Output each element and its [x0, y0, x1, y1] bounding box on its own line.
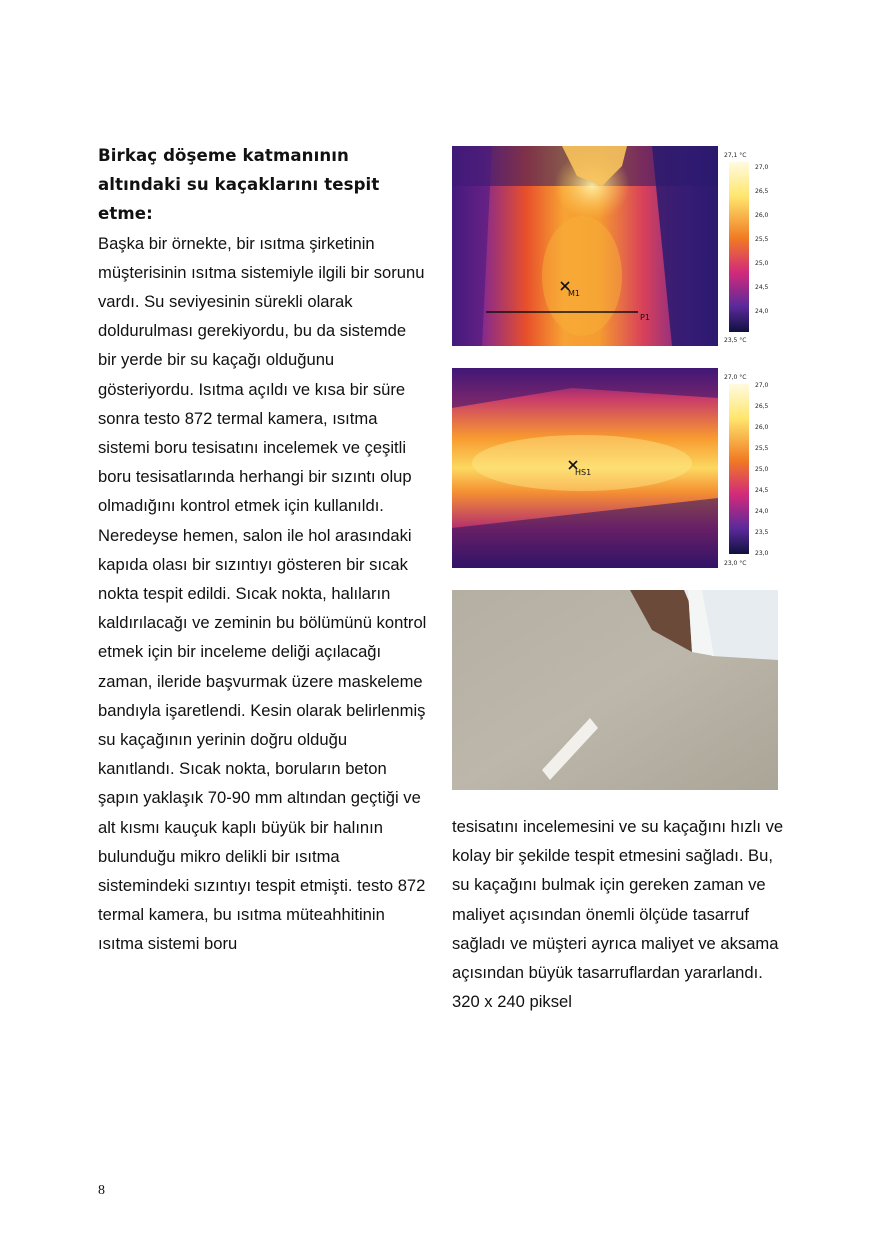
- color-scale-bar-2: [729, 384, 749, 554]
- page-number: 8: [98, 1183, 105, 1198]
- scale-min-2: 23,0 °C: [724, 560, 747, 567]
- scale-ticks-2: [755, 382, 769, 557]
- thermal-image-1: [452, 146, 778, 348]
- article-body-left: Başka bir örnekte, bir ısıtma şirketinin müşterisinin ısıtma sistemiyle ilgili bir sorunu vardı. Su seviyesinin sürekli olarak doldurulması gerekiyordu, bu da sistemde bir yerde bir su kaçağı olduğunu gösteriyordu. Isıtma açıldı ve kısa bir süre sonra testo 872 termal kamera, ısıtma sistemi boru tesisatını incelemek ve çeşitli boru tesisatlarında herhangi bir sızıntı olup olmadığını kontrol etmek için kullanıldı. Neredeyse hemen, salon ile hol arasındaki kapıda olası bir sızıntıyı gösteren bir sıcak nokta tespit edildi. Sıcak nokta, halıların kaldırılacağı ve zeminin bu bölümünü kontrol etmek için bir inceleme deliği açılacağı zaman, ileride başvurmak üzere maskeleme bandıyla işaretlendi. Kesin olarak belirlenmiş su kaçağının yerinin doğru olduğu kanıtlandı. Sıcak nokta, boruların beton şapın yaklaşık 70-90 mm altından geçtiği ve alt kısmı kauçuk kaplı büyük bir halının bulunduğu mikro delikli bir ısıtma sistemindeki sızıntıyı tespit etmişti. testo 872 termal kamera, bu ısıtma müteahhitinin ısıtma sistemi boru: [98, 233, 427, 954]
- line-label-p1: P1: [640, 313, 650, 322]
- right-text-column: [452, 812, 792, 1016]
- marker-label-hs1: HS1: [575, 468, 592, 477]
- scale-min-1: 23,5 °C: [724, 337, 747, 344]
- svg-text:27,0: 27,0: [755, 382, 769, 389]
- marker-label-m1: M1: [568, 289, 580, 298]
- article-body-right: tesisatını incelemesini ve su kaçağını hızlı ve kolay bir şekilde tespit etmesini sağladı. Bu, su kaçağını bulmak için gereken zaman ve maliyet açısından önemli ölçüde tasarruf sağladı ve müşteri ayrıca maliyet ve aksama açısından büyük tasarruflardan yararlandı. 320 x 240 piksel: [452, 817, 784, 1012]
- left-text-column: [98, 141, 428, 959]
- svg-text:26,5: 26,5: [755, 188, 769, 195]
- svg-text:25,5: 25,5: [755, 445, 769, 452]
- svg-text:23,5: 23,5: [755, 529, 769, 536]
- svg-text:24,0: 24,0: [755, 308, 769, 315]
- svg-text:26,5: 26,5: [755, 403, 769, 410]
- svg-text:23,0: 23,0: [755, 550, 769, 557]
- svg-text:25,0: 25,0: [755, 466, 769, 473]
- article-heading: Birkaç döşeme katmanının altındaki su kaçaklarını tespit etme:: [98, 146, 380, 224]
- scale-max-2: 27,0 °C: [724, 374, 747, 381]
- svg-text:25,0: 25,0: [755, 260, 769, 267]
- svg-text:24,0: 24,0: [755, 508, 769, 515]
- scale-max-1: 27,1 °C: [724, 152, 747, 159]
- svg-text:27,0: 27,0: [755, 164, 769, 171]
- svg-text:26,0: 26,0: [755, 212, 769, 219]
- color-scale-bar-1: [729, 162, 749, 332]
- svg-text:25,5: 25,5: [755, 236, 769, 243]
- carpet-photo: [452, 590, 778, 790]
- thermal-image-2: [452, 368, 778, 570]
- svg-text:24,5: 24,5: [755, 487, 769, 494]
- svg-text:24,5: 24,5: [755, 284, 769, 291]
- svg-text:26,0: 26,0: [755, 424, 769, 431]
